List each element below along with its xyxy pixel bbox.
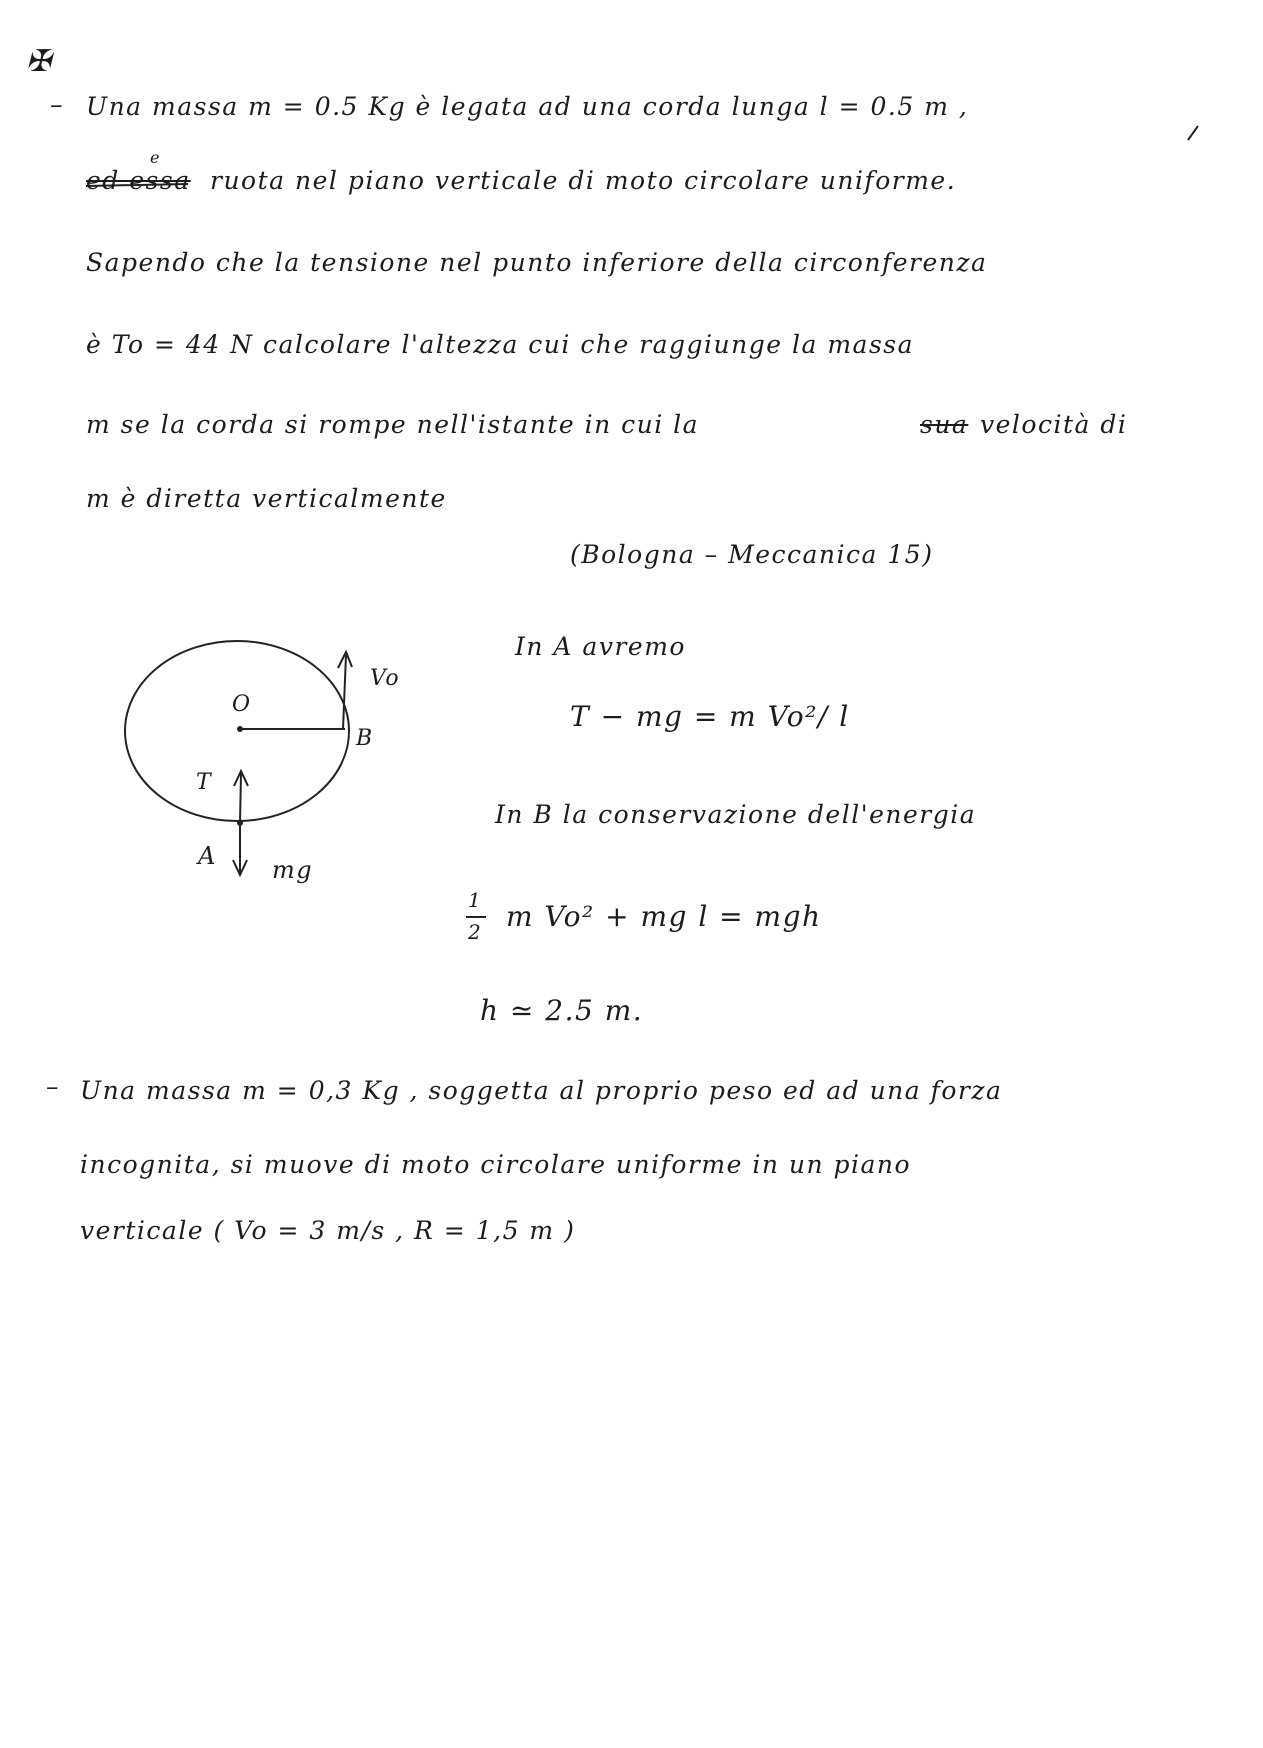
problem2-line1: Una massa m = 0,3 Kg , soggetta al proprio peso ed ad una forza <box>80 1076 1003 1105</box>
problem1-source: (Bologna – Meccanica 15) <box>570 540 934 569</box>
circle-trajectory <box>125 641 349 821</box>
problem1-line2: ruota nel piano verticale di moto circolare uniforme. <box>210 166 957 195</box>
solution-line3: In B la conservazione dell'energia <box>495 800 977 829</box>
problem1-insert: e <box>150 148 161 167</box>
problem2-dash: – <box>46 1072 60 1101</box>
solution-equation1: T − mg = m Vo²/ l <box>570 700 850 733</box>
problem1-line4: è To = 44 N calcolare l'altezza cui che raggiunge la massa <box>86 330 915 359</box>
problem1-dash: – <box>50 90 64 119</box>
problem1-line5a: m se la corda si rompe nell'istante in cui la <box>86 410 700 439</box>
velocity-arrow <box>343 655 346 729</box>
corner-mark: ✠ <box>26 44 53 79</box>
fraction-numerator: 1 <box>468 888 483 912</box>
problem1-line6: m è diretta verticalmente <box>86 484 447 513</box>
problem2-line2: incognita, si muove di moto circolare uniforme in un piano <box>80 1150 912 1179</box>
problem1-struck-text: ed essa <box>86 166 191 195</box>
problem1-line3: Sapendo che la tensione nel punto inferiore della circonferenza <box>86 248 988 277</box>
solution-result: h ≃ 2.5 m. <box>480 994 644 1027</box>
problem1-line1: Una massa m = 0.5 Kg è legata ad una corda lunga l = 0.5 m , <box>86 92 969 121</box>
label-b: B <box>356 726 374 751</box>
problem1-line5b: velocità di <box>980 410 1128 439</box>
solution-equation2: m Vo² + mg l = mgh <box>506 900 822 933</box>
point-a <box>237 820 243 826</box>
problem2-line3: verticale ( Vo = 3 m/s , R = 1,5 m ) <box>80 1216 576 1245</box>
label-t: T <box>196 770 213 795</box>
fraction-denominator: 2 <box>468 920 483 944</box>
label-v0: Vo <box>370 666 401 691</box>
tick-mark <box>1188 126 1198 140</box>
label-mg: mg <box>272 856 314 884</box>
center-point <box>237 726 243 732</box>
solution-line1: In A avremo <box>515 632 686 661</box>
label-a: A <box>198 842 217 870</box>
problem1-struck-sua: sua <box>920 410 969 439</box>
tension-arrow <box>240 773 241 823</box>
label-o: O <box>232 692 252 717</box>
